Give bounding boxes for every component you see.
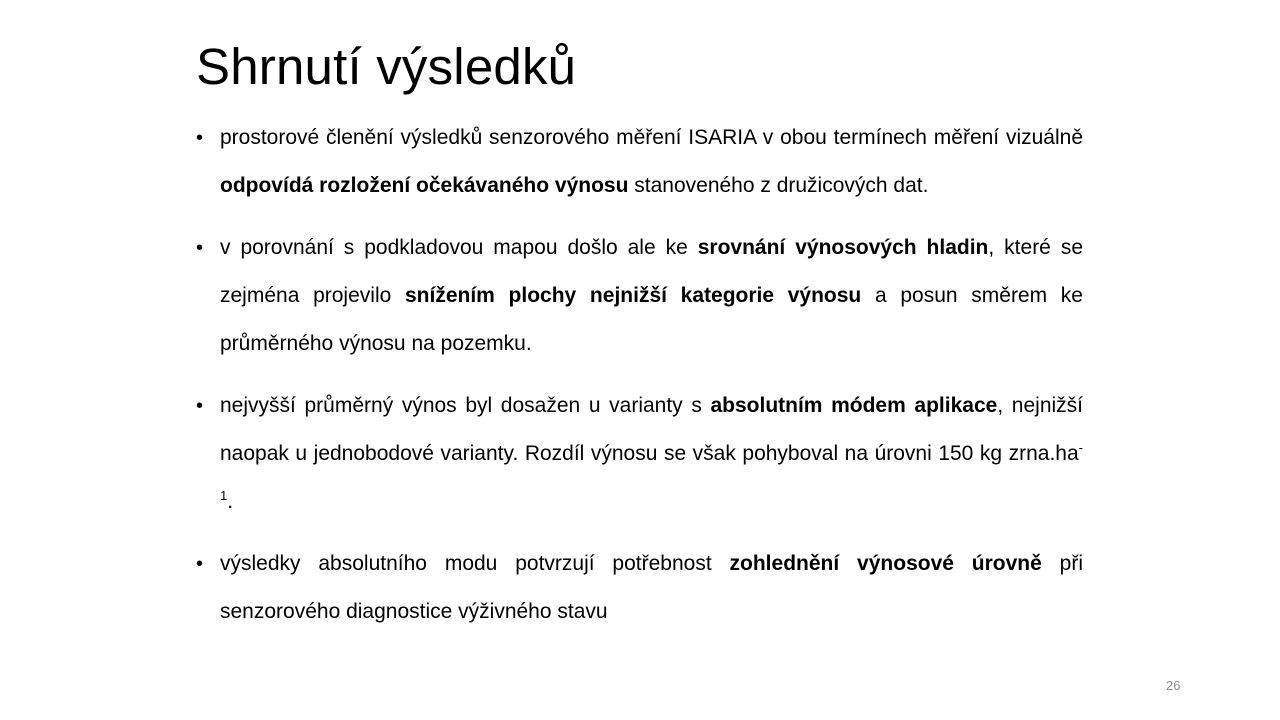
bullet-marker-icon: • [196,127,204,149]
bullet-text-bold: absolutním módem aplikace [710,394,998,417]
bullet-text: nejvyšší průměrný výnos byl dosažen u varianty s [220,394,711,417]
bullet-item [196,540,1083,636]
bullet-text: , nejnižší naopak u jednobodové varianty. Rozdíl výnosu se však pohyboval na úrovni 150 kg zrna.ha [220,394,1084,465]
bullet-text: . [227,490,234,513]
bullet-text-bold: snížením plochy nejnižší kategorie výnosu [405,284,862,307]
bullet-text: stanoveného z družicových dat. [628,174,929,197]
bullet-list [196,114,1083,650]
bullet-text: , které se zejména projevilo [220,236,1083,307]
bullet-text: při senzorového diagnostice výživného stavu [220,552,1084,623]
bullet-item [196,114,1083,210]
bullet-text: výsledky absolutního modu potvrzují potřebnost [220,552,730,575]
bullet-text-bold: odpovídá rozložení očekávaného výnosu [220,174,629,197]
bullet-text: a posun směrem ke průměrného výnosu na pozemku. [220,284,1083,355]
bullet-marker-icon: • [196,237,204,259]
bullet-text: prostorové členění výsledků senzorového měření ISARIA v obou termínech měření vizuálně [220,126,1083,149]
bullet-text-bold: zohlednění výnosové úrovně [729,552,1042,575]
bullet-text-bold: srovnání výnosových hladin [697,236,989,259]
slide-title: Shrnutí výsledků [196,38,577,95]
bullet-text: v porovnání s podkladovou mapou došlo ale ke [220,236,698,259]
page-number: 26 [1166,678,1181,693]
bullet-marker-icon: • [196,553,204,575]
bullet-item [196,382,1083,526]
unit-exponent: -1 [220,440,1083,503]
bullet-marker-icon: • [196,395,204,417]
bullet-item [196,224,1083,368]
